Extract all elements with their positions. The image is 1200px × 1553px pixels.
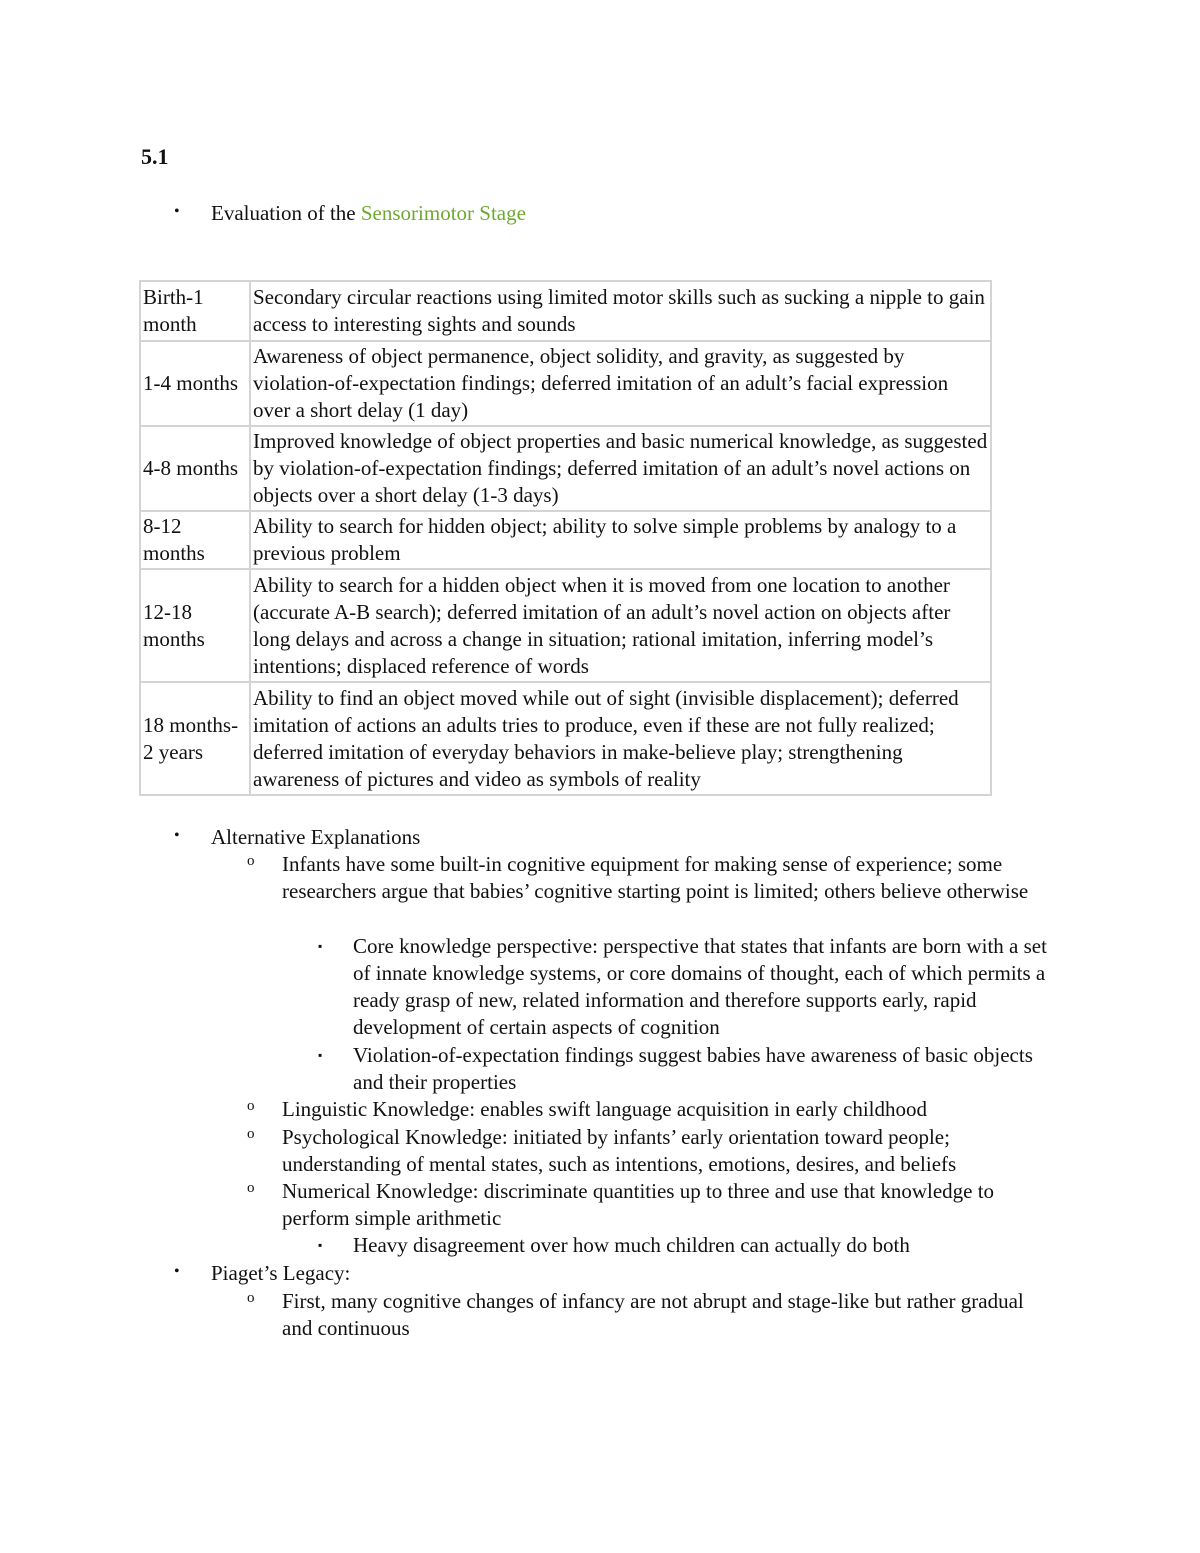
legacy-item-gradual: First, many cognitive changes of infancy are not abrupt and stage-like but rather gradual and continuous [282, 1289, 1024, 1340]
bullet-square: ▪ [318, 939, 323, 953]
table-row [140, 682, 991, 795]
table-row [140, 281, 991, 341]
alt-item-disagreement: Heavy disagreement over how much children can actually do both [353, 1233, 910, 1257]
bullet-disc: • [174, 203, 180, 220]
description-cell: Awareness of object permanence, object solidity, and gravity, as suggested by violation-of-expectation findings; deferred imitation of an adult’s facial expression over a short delay (1 day) [250, 341, 991, 426]
age-cell: 18 months-2 years [140, 682, 250, 795]
alt-item-builtin: Infants have some built-in cognitive equipment for making sense of experience; some researchers argue that babies’ cognitive starting point is limited; others believe otherwise [282, 852, 1029, 903]
description-cell: Improved knowledge of object properties and basic numerical knowledge, as suggested by violation-of-expectation findings; deferred imitation of an adult’s novel actions on objects over a short delay (1-3 days) [250, 426, 991, 511]
bullet-circle: o [247, 1290, 255, 1306]
bullet-disc: • [174, 827, 180, 844]
bullet-circle: o [247, 1098, 255, 1114]
age-cell: Birth-1 month [140, 281, 250, 341]
bullet-circle: o [247, 1126, 255, 1142]
alt-item-numerical: Numerical Knowledge: discriminate quantities up to three and use that knowledge to perform simple arithmetic [282, 1179, 995, 1230]
sensorimotor-link[interactable]: Sensorimotor Stage [360, 201, 526, 225]
table-row [140, 569, 991, 682]
table-row [140, 341, 991, 426]
intro-bullet [211, 200, 526, 227]
age-cell: 4-8 months [140, 426, 250, 511]
alt-item-psychological: Psychological Knowledge: initiated by infants’ early orientation toward people; understanding of mental states, such as intentions, emotions, desires, and beliefs [282, 1125, 957, 1176]
age-cell: 8-12 months [140, 511, 250, 569]
bullet-square: ▪ [318, 1048, 323, 1062]
bullet-circle: o [247, 1180, 255, 1196]
alt-item-core-knowledge: Core knowledge perspective: perspective that states that infants are born with a set of innate knowledge systems, or core domains of thought, each of which permits a ready grasp of new, related information and therefore supports early, rapid development of certain aspects of cognition [353, 934, 1047, 1039]
description-cell: Ability to search for a hidden object when it is moved from one location to another (accurate A-B search); deferred imitation of an adult’s novel action on objects after long delays and across a change in situation; rational imitation, inferring model’s intentions; displaced reference of words [250, 569, 991, 682]
bullet-circle: o [247, 853, 255, 869]
alt-heading: Alternative Explanations [211, 825, 421, 849]
stage-table [139, 280, 992, 796]
intro-text: Evaluation of the [211, 201, 361, 225]
section-heading: 5.1 [141, 144, 169, 169]
table-row [140, 426, 991, 511]
bullet-square: ▪ [318, 1238, 323, 1252]
alt-item-linguistic: Linguistic Knowledge: enables swift language acquisition in early childhood [282, 1097, 928, 1121]
age-cell: 1-4 months [140, 341, 250, 426]
age-cell: 12-18 months [140, 569, 250, 682]
table-row [140, 511, 991, 569]
description-cell: Ability to find an object moved while out of sight (invisible displacement); deferred imitation of actions an adults tries to produce, even if these are not fully realized; deferred imitation of everyday behaviors in make-believe play; strengthening awareness of pictures and video as symbols of reality [250, 682, 991, 795]
alt-item-violation: Violation-of-expectation findings suggest babies have awareness of basic objects and their properties [353, 1043, 1033, 1094]
bullet-disc: • [174, 1263, 180, 1280]
description-cell: Ability to search for hidden object; ability to solve simple problems by analogy to a previous problem [250, 511, 991, 569]
description-cell: Secondary circular reactions using limited motor skills such as sucking a nipple to gain access to interesting sights and sounds [250, 281, 991, 341]
legacy-heading: Piaget’s Legacy: [211, 1261, 351, 1285]
